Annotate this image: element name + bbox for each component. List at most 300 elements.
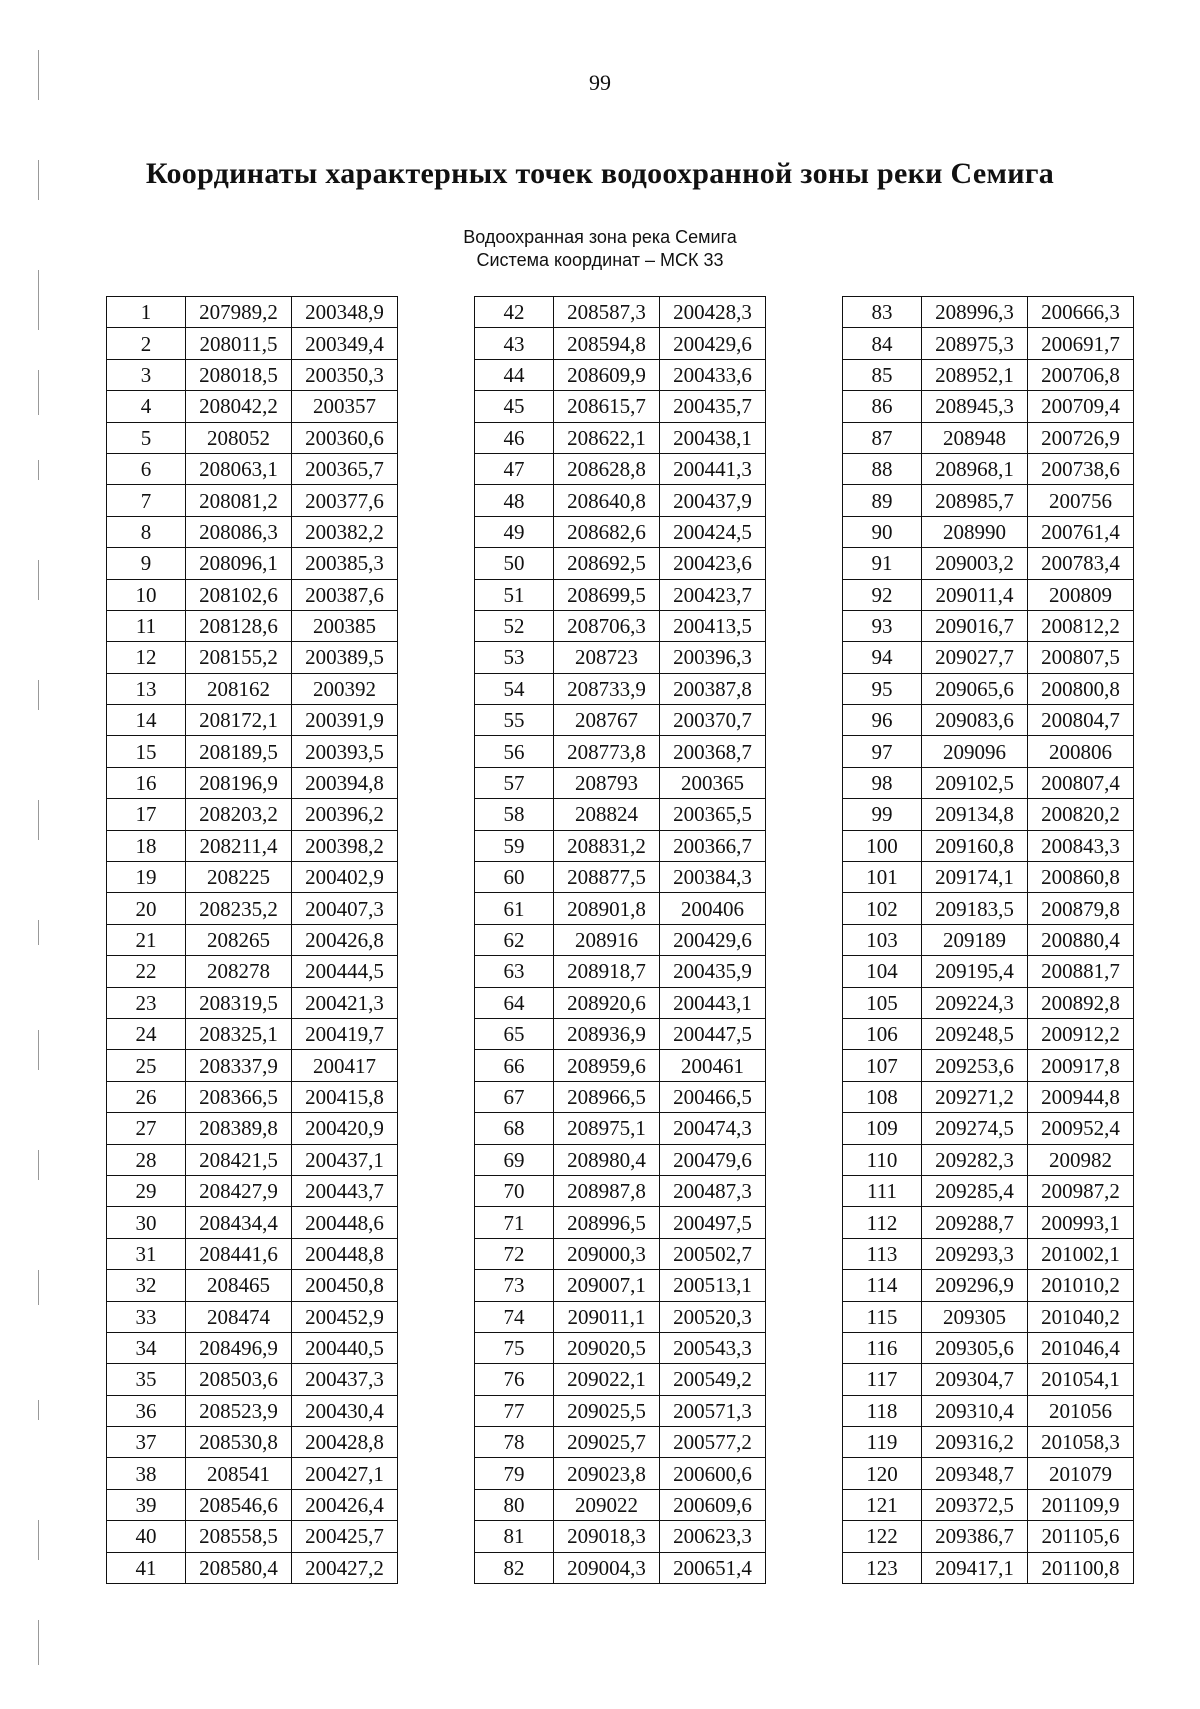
table-row bbox=[475, 516, 766, 547]
point-number-cell: 30 bbox=[107, 1207, 186, 1238]
point-number-cell: 116 bbox=[843, 1332, 922, 1363]
point-number-cell: 13 bbox=[107, 673, 186, 704]
table-row bbox=[107, 1175, 398, 1206]
table-row bbox=[475, 1207, 766, 1238]
table-row bbox=[475, 391, 766, 422]
table-row bbox=[843, 987, 1134, 1018]
point-number-cell: 75 bbox=[475, 1332, 554, 1363]
y-coordinate-cell: 201056 bbox=[1028, 1395, 1134, 1426]
y-coordinate-cell: 200982 bbox=[1028, 1144, 1134, 1175]
y-coordinate-cell: 200944,8 bbox=[1028, 1081, 1134, 1112]
point-number-cell: 54 bbox=[475, 673, 554, 704]
y-coordinate-cell: 200691,7 bbox=[1028, 328, 1134, 359]
y-coordinate-cell: 200421,3 bbox=[292, 987, 398, 1018]
table-row bbox=[843, 893, 1134, 924]
point-number-cell: 74 bbox=[475, 1301, 554, 1332]
point-number-cell: 29 bbox=[107, 1175, 186, 1206]
y-coordinate-cell: 200428,8 bbox=[292, 1427, 398, 1458]
y-coordinate-cell: 201040,2 bbox=[1028, 1301, 1134, 1332]
x-coordinate-cell: 208086,3 bbox=[186, 516, 292, 547]
table-row bbox=[843, 799, 1134, 830]
x-coordinate-cell: 208936,9 bbox=[554, 1018, 660, 1049]
table-row bbox=[843, 485, 1134, 516]
table-row bbox=[475, 1395, 766, 1426]
x-coordinate-cell: 209003,2 bbox=[922, 548, 1028, 579]
table-row bbox=[107, 1018, 398, 1049]
point-number-cell: 33 bbox=[107, 1301, 186, 1332]
table-row bbox=[475, 1427, 766, 1458]
page-title: Координаты характерных точек водоохранной зоны реки Семига bbox=[145, 157, 1055, 190]
x-coordinate-cell: 208203,2 bbox=[186, 799, 292, 830]
table-row bbox=[843, 1050, 1134, 1081]
point-number-cell: 25 bbox=[107, 1050, 186, 1081]
point-number-cell: 80 bbox=[475, 1489, 554, 1520]
table-row bbox=[843, 1113, 1134, 1144]
x-coordinate-cell: 209096 bbox=[922, 736, 1028, 767]
point-number-cell: 16 bbox=[107, 767, 186, 798]
y-coordinate-cell: 200435,7 bbox=[660, 391, 766, 422]
point-number-cell: 79 bbox=[475, 1458, 554, 1489]
point-number-cell: 21 bbox=[107, 924, 186, 955]
point-number-cell: 100 bbox=[843, 830, 922, 861]
point-number-cell: 64 bbox=[475, 987, 554, 1018]
table-row bbox=[107, 328, 398, 359]
x-coordinate-cell: 209282,3 bbox=[922, 1144, 1028, 1175]
table-row bbox=[107, 391, 398, 422]
y-coordinate-cell: 200513,1 bbox=[660, 1270, 766, 1301]
x-coordinate-cell: 208427,9 bbox=[186, 1175, 292, 1206]
point-number-cell: 76 bbox=[475, 1364, 554, 1395]
y-coordinate-cell: 200443,7 bbox=[292, 1175, 398, 1206]
y-coordinate-cell: 200917,8 bbox=[1028, 1050, 1134, 1081]
table-row bbox=[107, 297, 398, 328]
x-coordinate-cell: 208530,8 bbox=[186, 1427, 292, 1458]
point-number-cell: 2 bbox=[107, 328, 186, 359]
x-coordinate-cell: 208128,6 bbox=[186, 610, 292, 641]
x-coordinate-cell: 208773,8 bbox=[554, 736, 660, 767]
point-number-cell: 7 bbox=[107, 485, 186, 516]
table-row bbox=[843, 642, 1134, 673]
x-coordinate-cell: 209083,6 bbox=[922, 705, 1028, 736]
point-number-cell: 39 bbox=[107, 1489, 186, 1520]
y-coordinate-cell: 200423,7 bbox=[660, 579, 766, 610]
point-number-cell: 108 bbox=[843, 1081, 922, 1112]
x-coordinate-cell: 209274,5 bbox=[922, 1113, 1028, 1144]
point-number-cell: 24 bbox=[107, 1018, 186, 1049]
x-coordinate-cell: 208920,6 bbox=[554, 987, 660, 1018]
table-row bbox=[475, 579, 766, 610]
y-coordinate-cell: 200706,8 bbox=[1028, 359, 1134, 390]
point-number-cell: 32 bbox=[107, 1270, 186, 1301]
y-coordinate-cell: 200424,5 bbox=[660, 516, 766, 547]
table-row bbox=[107, 705, 398, 736]
y-coordinate-cell: 200879,8 bbox=[1028, 893, 1134, 924]
y-coordinate-cell: 200429,6 bbox=[660, 924, 766, 955]
y-coordinate-cell: 200427,1 bbox=[292, 1458, 398, 1489]
table-row bbox=[107, 453, 398, 484]
x-coordinate-cell: 209386,7 bbox=[922, 1521, 1028, 1552]
table-row bbox=[475, 359, 766, 390]
table-row bbox=[107, 642, 398, 673]
y-coordinate-cell: 200447,5 bbox=[660, 1018, 766, 1049]
point-number-cell: 109 bbox=[843, 1113, 922, 1144]
point-number-cell: 90 bbox=[843, 516, 922, 547]
y-coordinate-cell: 200394,8 bbox=[292, 767, 398, 798]
table-row bbox=[107, 767, 398, 798]
y-coordinate-cell: 200756 bbox=[1028, 485, 1134, 516]
table-row bbox=[843, 1270, 1134, 1301]
point-number-cell: 48 bbox=[475, 485, 554, 516]
x-coordinate-cell: 209372,5 bbox=[922, 1489, 1028, 1520]
table-row bbox=[843, 1144, 1134, 1175]
table-row bbox=[843, 1552, 1134, 1583]
x-coordinate-cell: 209348,7 bbox=[922, 1458, 1028, 1489]
table-row bbox=[843, 422, 1134, 453]
y-coordinate-cell: 200407,3 bbox=[292, 893, 398, 924]
y-coordinate-cell: 200396,2 bbox=[292, 799, 398, 830]
table-row bbox=[475, 328, 766, 359]
table-row bbox=[475, 1113, 766, 1144]
y-coordinate-cell: 200438,1 bbox=[660, 422, 766, 453]
x-coordinate-cell: 208366,5 bbox=[186, 1081, 292, 1112]
y-coordinate-cell: 201105,6 bbox=[1028, 1521, 1134, 1552]
table-row bbox=[107, 1458, 398, 1489]
x-coordinate-cell: 208682,6 bbox=[554, 516, 660, 547]
table-row bbox=[107, 610, 398, 641]
y-coordinate-cell: 200402,9 bbox=[292, 862, 398, 893]
x-coordinate-cell: 208319,5 bbox=[186, 987, 292, 1018]
point-number-cell: 12 bbox=[107, 642, 186, 673]
table-row bbox=[107, 1332, 398, 1363]
point-number-cell: 49 bbox=[475, 516, 554, 547]
point-number-cell: 71 bbox=[475, 1207, 554, 1238]
y-coordinate-cell: 200993,1 bbox=[1028, 1207, 1134, 1238]
point-number-cell: 5 bbox=[107, 422, 186, 453]
point-number-cell: 42 bbox=[475, 297, 554, 328]
table-row bbox=[107, 673, 398, 704]
x-coordinate-cell: 209004,3 bbox=[554, 1552, 660, 1583]
table-row bbox=[843, 610, 1134, 641]
table-row bbox=[107, 548, 398, 579]
table-row bbox=[107, 830, 398, 861]
y-coordinate-cell: 201046,4 bbox=[1028, 1332, 1134, 1363]
table-row bbox=[475, 485, 766, 516]
x-coordinate-cell: 208421,5 bbox=[186, 1144, 292, 1175]
point-number-cell: 84 bbox=[843, 328, 922, 359]
y-coordinate-cell: 200382,2 bbox=[292, 516, 398, 547]
point-number-cell: 96 bbox=[843, 705, 922, 736]
point-number-cell: 53 bbox=[475, 642, 554, 673]
table-row bbox=[107, 1552, 398, 1583]
point-number-cell: 99 bbox=[843, 799, 922, 830]
x-coordinate-cell: 208952,1 bbox=[922, 359, 1028, 390]
y-coordinate-cell: 201079 bbox=[1028, 1458, 1134, 1489]
y-coordinate-cell: 200385 bbox=[292, 610, 398, 641]
x-coordinate-cell: 209304,7 bbox=[922, 1364, 1028, 1395]
y-coordinate-cell: 200415,8 bbox=[292, 1081, 398, 1112]
y-coordinate-cell: 200487,3 bbox=[660, 1175, 766, 1206]
table-row bbox=[843, 516, 1134, 547]
y-coordinate-cell: 201109,9 bbox=[1028, 1489, 1134, 1520]
y-coordinate-cell: 200807,5 bbox=[1028, 642, 1134, 673]
y-coordinate-cell: 200783,4 bbox=[1028, 548, 1134, 579]
y-coordinate-cell: 200880,4 bbox=[1028, 924, 1134, 955]
table-row bbox=[475, 548, 766, 579]
y-coordinate-cell: 200860,8 bbox=[1028, 862, 1134, 893]
table-row bbox=[107, 736, 398, 767]
table-row bbox=[475, 799, 766, 830]
table-row bbox=[107, 1427, 398, 1458]
x-coordinate-cell: 208189,5 bbox=[186, 736, 292, 767]
table-row bbox=[475, 422, 766, 453]
x-coordinate-cell: 208523,9 bbox=[186, 1395, 292, 1426]
x-coordinate-cell: 208546,6 bbox=[186, 1489, 292, 1520]
y-coordinate-cell: 200444,5 bbox=[292, 956, 398, 987]
x-coordinate-cell: 207989,2 bbox=[186, 297, 292, 328]
point-number-cell: 83 bbox=[843, 297, 922, 328]
x-coordinate-cell: 208096,1 bbox=[186, 548, 292, 579]
y-coordinate-cell: 200474,3 bbox=[660, 1113, 766, 1144]
y-coordinate-cell: 200368,7 bbox=[660, 736, 766, 767]
x-coordinate-cell: 209305 bbox=[922, 1301, 1028, 1332]
table-row bbox=[107, 1395, 398, 1426]
point-number-cell: 121 bbox=[843, 1489, 922, 1520]
x-coordinate-cell: 209018,3 bbox=[554, 1521, 660, 1552]
table-row bbox=[843, 767, 1134, 798]
point-number-cell: 77 bbox=[475, 1395, 554, 1426]
x-coordinate-cell: 208699,5 bbox=[554, 579, 660, 610]
y-coordinate-cell: 200804,7 bbox=[1028, 705, 1134, 736]
point-number-cell: 81 bbox=[475, 1521, 554, 1552]
point-number-cell: 70 bbox=[475, 1175, 554, 1206]
table-row bbox=[107, 1081, 398, 1112]
y-coordinate-cell: 200365,5 bbox=[660, 799, 766, 830]
y-coordinate-cell: 200435,9 bbox=[660, 956, 766, 987]
x-coordinate-cell: 208996,5 bbox=[554, 1207, 660, 1238]
table-row bbox=[107, 862, 398, 893]
y-coordinate-cell: 200549,2 bbox=[660, 1364, 766, 1395]
point-number-cell: 8 bbox=[107, 516, 186, 547]
y-coordinate-cell: 201002,1 bbox=[1028, 1238, 1134, 1269]
x-coordinate-cell: 209022,1 bbox=[554, 1364, 660, 1395]
point-number-cell: 66 bbox=[475, 1050, 554, 1081]
table-row bbox=[843, 862, 1134, 893]
point-number-cell: 50 bbox=[475, 548, 554, 579]
point-number-cell: 56 bbox=[475, 736, 554, 767]
table-row bbox=[843, 1458, 1134, 1489]
x-coordinate-cell: 208609,9 bbox=[554, 359, 660, 390]
table-row bbox=[475, 705, 766, 736]
x-coordinate-cell: 208541 bbox=[186, 1458, 292, 1489]
x-coordinate-cell: 208503,6 bbox=[186, 1364, 292, 1395]
y-coordinate-cell: 200423,6 bbox=[660, 548, 766, 579]
point-number-cell: 14 bbox=[107, 705, 186, 736]
table-row bbox=[107, 1489, 398, 1520]
y-coordinate-cell: 200387,6 bbox=[292, 579, 398, 610]
x-coordinate-cell: 209417,1 bbox=[922, 1552, 1028, 1583]
point-number-cell: 115 bbox=[843, 1301, 922, 1332]
x-coordinate-cell: 209189 bbox=[922, 924, 1028, 955]
x-coordinate-cell: 208628,8 bbox=[554, 453, 660, 484]
y-coordinate-cell: 200812,2 bbox=[1028, 610, 1134, 641]
point-number-cell: 23 bbox=[107, 987, 186, 1018]
y-coordinate-cell: 200452,9 bbox=[292, 1301, 398, 1332]
point-number-cell: 104 bbox=[843, 956, 922, 987]
x-coordinate-cell: 209296,9 bbox=[922, 1270, 1028, 1301]
point-number-cell: 92 bbox=[843, 579, 922, 610]
point-number-cell: 31 bbox=[107, 1238, 186, 1269]
point-number-cell: 122 bbox=[843, 1521, 922, 1552]
x-coordinate-cell: 208278 bbox=[186, 956, 292, 987]
y-coordinate-cell: 201100,8 bbox=[1028, 1552, 1134, 1583]
y-coordinate-cell: 201054,1 bbox=[1028, 1364, 1134, 1395]
x-coordinate-cell: 208265 bbox=[186, 924, 292, 955]
x-coordinate-cell: 208155,2 bbox=[186, 642, 292, 673]
point-number-cell: 19 bbox=[107, 862, 186, 893]
x-coordinate-cell: 208474 bbox=[186, 1301, 292, 1332]
x-coordinate-cell: 209174,1 bbox=[922, 862, 1028, 893]
y-coordinate-cell: 200396,3 bbox=[660, 642, 766, 673]
point-number-cell: 28 bbox=[107, 1144, 186, 1175]
y-coordinate-cell: 200430,4 bbox=[292, 1395, 398, 1426]
point-number-cell: 11 bbox=[107, 610, 186, 641]
point-number-cell: 68 bbox=[475, 1113, 554, 1144]
x-coordinate-cell: 208959,6 bbox=[554, 1050, 660, 1081]
point-number-cell: 46 bbox=[475, 422, 554, 453]
table-row bbox=[475, 862, 766, 893]
x-coordinate-cell: 208441,6 bbox=[186, 1238, 292, 1269]
point-number-cell: 87 bbox=[843, 422, 922, 453]
x-coordinate-cell: 208211,4 bbox=[186, 830, 292, 861]
point-number-cell: 1 bbox=[107, 297, 186, 328]
point-number-cell: 107 bbox=[843, 1050, 922, 1081]
table-row bbox=[843, 1238, 1134, 1269]
y-coordinate-cell: 200738,6 bbox=[1028, 453, 1134, 484]
point-number-cell: 63 bbox=[475, 956, 554, 987]
table-row bbox=[475, 830, 766, 861]
point-number-cell: 69 bbox=[475, 1144, 554, 1175]
point-number-cell: 27 bbox=[107, 1113, 186, 1144]
y-coordinate-cell: 200406 bbox=[660, 893, 766, 924]
table-row bbox=[107, 1207, 398, 1238]
table-row bbox=[843, 1175, 1134, 1206]
x-coordinate-cell: 208733,9 bbox=[554, 673, 660, 704]
table-row bbox=[475, 1332, 766, 1363]
table-row bbox=[475, 297, 766, 328]
point-number-cell: 60 bbox=[475, 862, 554, 893]
x-coordinate-cell: 209253,6 bbox=[922, 1050, 1028, 1081]
point-number-cell: 15 bbox=[107, 736, 186, 767]
point-number-cell: 58 bbox=[475, 799, 554, 830]
point-number-cell: 52 bbox=[475, 610, 554, 641]
y-coordinate-cell: 200385,3 bbox=[292, 548, 398, 579]
table-row bbox=[843, 297, 1134, 328]
y-coordinate-cell: 200987,2 bbox=[1028, 1175, 1134, 1206]
x-coordinate-cell: 209020,5 bbox=[554, 1332, 660, 1363]
point-number-cell: 51 bbox=[475, 579, 554, 610]
x-coordinate-cell: 208877,5 bbox=[554, 862, 660, 893]
point-number-cell: 97 bbox=[843, 736, 922, 767]
table-row bbox=[107, 1301, 398, 1332]
y-coordinate-cell: 200437,3 bbox=[292, 1364, 398, 1395]
y-coordinate-cell: 200543,3 bbox=[660, 1332, 766, 1363]
subtitle-coordinate-system: Система координат – МСК 33 bbox=[476, 250, 724, 270]
x-coordinate-cell: 208987,8 bbox=[554, 1175, 660, 1206]
y-coordinate-cell: 200357 bbox=[292, 391, 398, 422]
table-row bbox=[843, 453, 1134, 484]
point-number-cell: 114 bbox=[843, 1270, 922, 1301]
y-coordinate-cell: 200350,3 bbox=[292, 359, 398, 390]
y-coordinate-cell: 200912,2 bbox=[1028, 1018, 1134, 1049]
y-coordinate-cell: 200520,3 bbox=[660, 1301, 766, 1332]
y-coordinate-cell: 200391,9 bbox=[292, 705, 398, 736]
y-coordinate-cell: 200600,6 bbox=[660, 1458, 766, 1489]
table-row bbox=[843, 1521, 1134, 1552]
table-row bbox=[475, 1238, 766, 1269]
subtitle-zone-name: Водоохранная зона река Семига bbox=[463, 227, 737, 247]
point-number-cell: 118 bbox=[843, 1395, 922, 1426]
table-row bbox=[475, 987, 766, 1018]
x-coordinate-cell: 208916 bbox=[554, 924, 660, 955]
table-row bbox=[843, 830, 1134, 861]
table-row bbox=[843, 1395, 1134, 1426]
y-coordinate-cell: 200666,3 bbox=[1028, 297, 1134, 328]
y-coordinate-cell: 200440,5 bbox=[292, 1332, 398, 1363]
point-number-cell: 117 bbox=[843, 1364, 922, 1395]
point-number-cell: 103 bbox=[843, 924, 922, 955]
y-coordinate-cell: 200809 bbox=[1028, 579, 1134, 610]
table-row bbox=[107, 516, 398, 547]
y-coordinate-cell: 200881,7 bbox=[1028, 956, 1134, 987]
x-coordinate-cell: 209293,3 bbox=[922, 1238, 1028, 1269]
x-coordinate-cell: 208980,4 bbox=[554, 1144, 660, 1175]
y-coordinate-cell: 200437,1 bbox=[292, 1144, 398, 1175]
table-row bbox=[475, 1489, 766, 1520]
point-number-cell: 22 bbox=[107, 956, 186, 987]
point-number-cell: 59 bbox=[475, 830, 554, 861]
x-coordinate-cell: 208767 bbox=[554, 705, 660, 736]
x-coordinate-cell: 208389,8 bbox=[186, 1113, 292, 1144]
table-row bbox=[475, 1050, 766, 1081]
table-row bbox=[475, 956, 766, 987]
y-coordinate-cell: 200806 bbox=[1028, 736, 1134, 767]
table-row bbox=[475, 767, 766, 798]
y-coordinate-cell: 200892,8 bbox=[1028, 987, 1134, 1018]
point-number-cell: 40 bbox=[107, 1521, 186, 1552]
point-number-cell: 65 bbox=[475, 1018, 554, 1049]
y-coordinate-cell: 200571,3 bbox=[660, 1395, 766, 1426]
x-coordinate-cell: 208723 bbox=[554, 642, 660, 673]
point-number-cell: 55 bbox=[475, 705, 554, 736]
y-coordinate-cell: 200952,4 bbox=[1028, 1113, 1134, 1144]
x-coordinate-cell: 208831,2 bbox=[554, 830, 660, 861]
table-row bbox=[107, 987, 398, 1018]
y-coordinate-cell: 200448,6 bbox=[292, 1207, 398, 1238]
table-row bbox=[843, 548, 1134, 579]
point-number-cell: 18 bbox=[107, 830, 186, 861]
table-row bbox=[107, 1364, 398, 1395]
table-row bbox=[107, 1521, 398, 1552]
x-coordinate-cell: 209316,2 bbox=[922, 1427, 1028, 1458]
point-number-cell: 26 bbox=[107, 1081, 186, 1112]
point-number-cell: 44 bbox=[475, 359, 554, 390]
x-coordinate-cell: 208558,5 bbox=[186, 1521, 292, 1552]
table-row bbox=[843, 1207, 1134, 1238]
point-number-cell: 43 bbox=[475, 328, 554, 359]
point-number-cell: 57 bbox=[475, 767, 554, 798]
table-row bbox=[475, 1144, 766, 1175]
x-coordinate-cell: 209183,5 bbox=[922, 893, 1028, 924]
